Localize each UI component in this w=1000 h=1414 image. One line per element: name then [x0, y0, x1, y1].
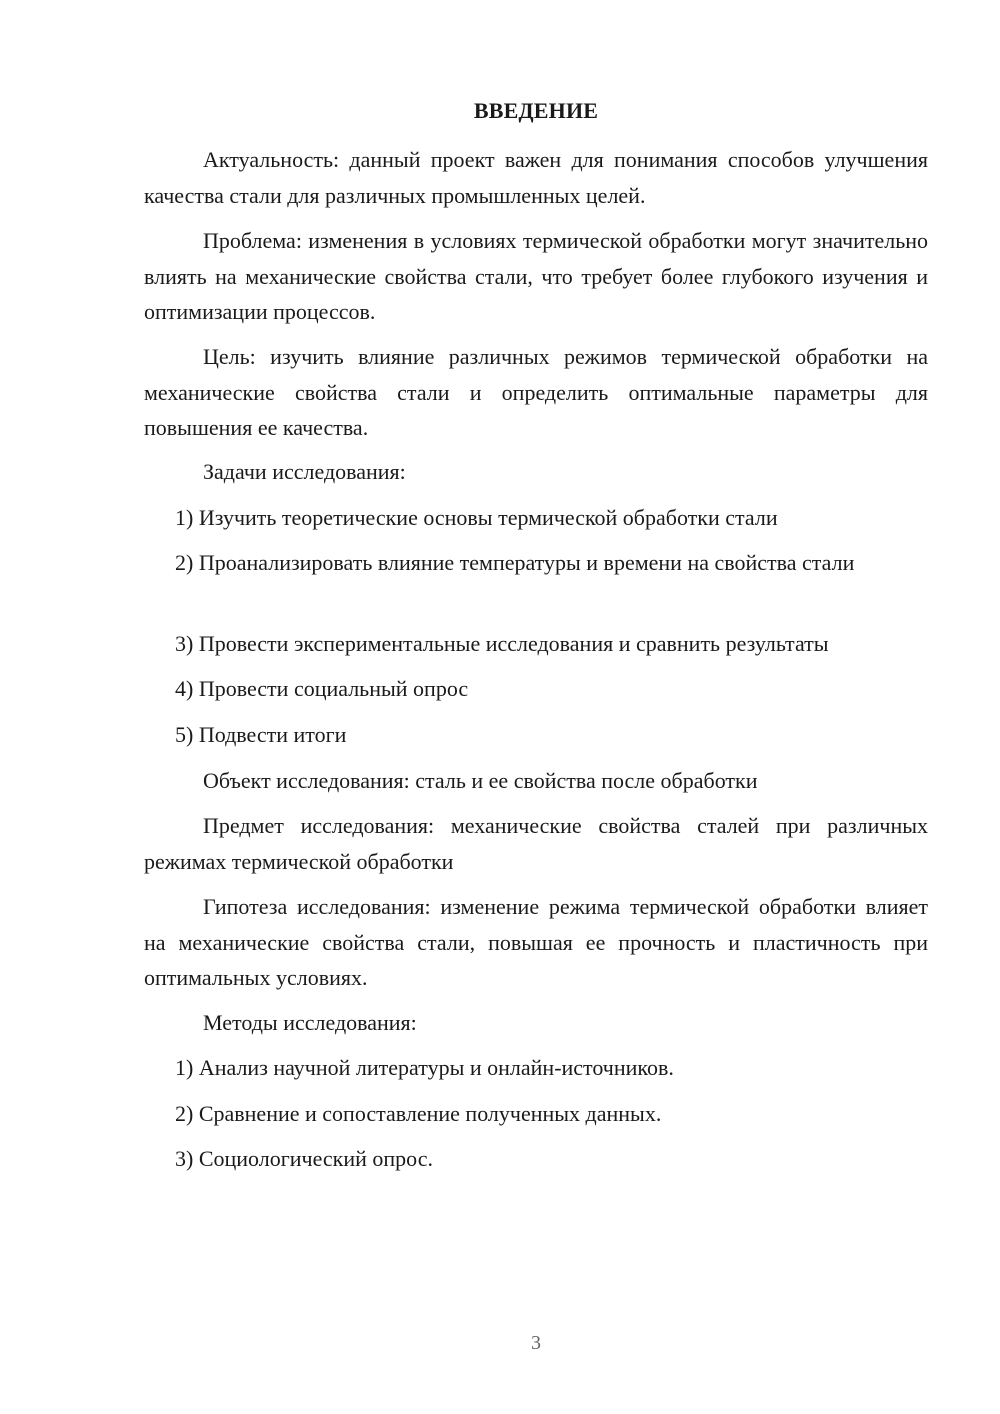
task-item-1: 1) Изучить теоретические основы термической обработки стали	[175, 505, 778, 530]
task-item-2: 2) Проанализировать влияние температуры и времени на свойства стали	[175, 550, 855, 575]
method-item-3: 3) Социологический опрос.	[175, 1146, 433, 1171]
tasks-heading: Задачи исследования:	[203, 459, 406, 484]
page-number: 3	[531, 1332, 541, 1354]
object-paragraph: Объект исследования: сталь и ее свойства после обработки	[203, 768, 758, 793]
problem-paragraph: Проблема: изменения в условиях термической обработки могут значительно влиять на механические свойства стали, что требует более глубокого изучения и оптимизации процессов.	[144, 228, 928, 324]
methods-heading: Методы исследования:	[203, 1010, 417, 1035]
document-page	[144, 0, 928, 1414]
subject-paragraph: Предмет исследования: механические свойства сталей при различных режимах термической обработки	[144, 813, 928, 874]
page-title: ВВЕДЕНИЕ	[473, 98, 599, 123]
task-item-5: 5) Подвести итоги	[175, 722, 347, 747]
method-item-2: 2) Сравнение и сопоставление полученных данных.	[175, 1101, 662, 1126]
hypothesis-paragraph: Гипотеза исследования: изменение режима термической обработки влияет на механические свойства стали, повышая ее прочность и пластичность при оптимальных условиях.	[144, 894, 928, 990]
task-item-4: 4) Провести социальный опрос	[175, 676, 469, 701]
goal-paragraph: Цель: изучить влияние различных режимов термической обработки на механические свойства стали и определить оптимальные параметры для повышения ее качества.	[144, 344, 928, 440]
relevance-paragraph: Актуальность: данный проект важен для понимания способов улучшения качества стали для различных промышленных целей.	[144, 147, 928, 208]
task-item-3: 3) Провести экспериментальные исследования и сравнить результаты	[175, 631, 829, 656]
method-item-1: 1) Анализ научной литературы и онлайн-источников.	[175, 1055, 674, 1080]
